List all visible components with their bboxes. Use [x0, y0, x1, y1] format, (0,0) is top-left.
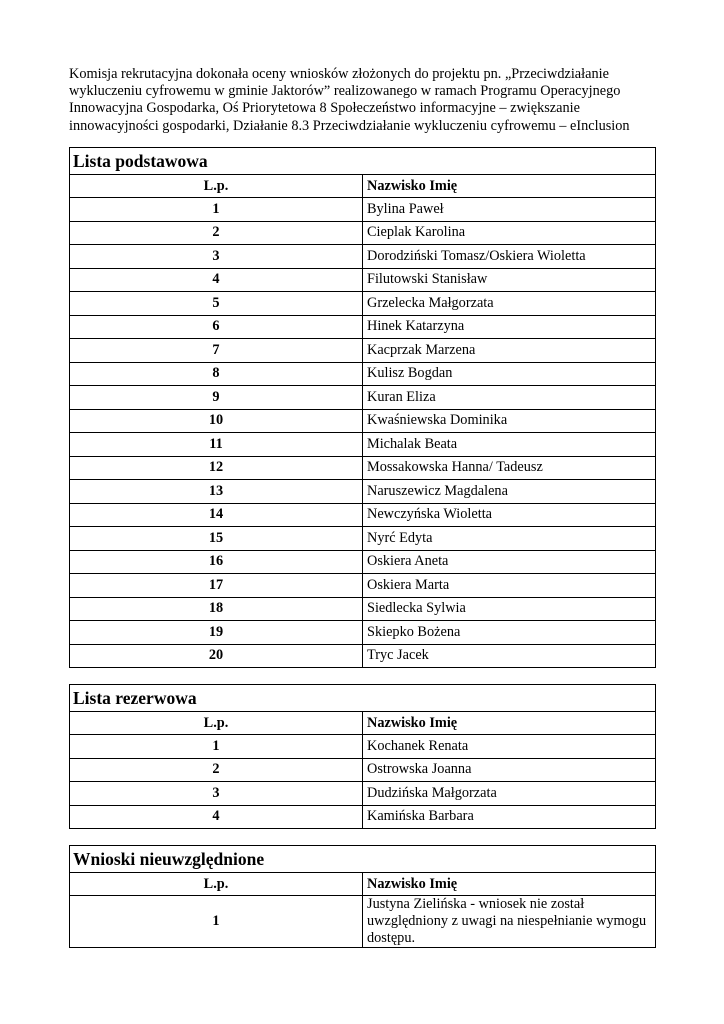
- row-number: 15: [70, 527, 363, 551]
- table-row: [70, 480, 656, 504]
- rejected-list-title: Wnioski nieuwzględnione: [70, 846, 656, 873]
- table-row: [70, 735, 656, 759]
- applicant-name: Justyna Zielińska - wniosek nie został uwzględniony z uwagi na niespełnianie wymogu dostępu.: [363, 896, 656, 948]
- applicant-name: Dudzińska Małgorzata: [363, 782, 656, 806]
- row-number: 16: [70, 550, 363, 574]
- row-number: 3: [70, 245, 363, 269]
- reserve-list-table: [69, 684, 656, 829]
- table-row: [70, 805, 656, 829]
- row-number: 10: [70, 409, 363, 433]
- row-number: 6: [70, 315, 363, 339]
- table-row: [70, 362, 656, 386]
- table-row: [70, 597, 656, 621]
- applicant-name: Kamińska Barbara: [363, 805, 656, 829]
- applicant-name: Kulisz Bogdan: [363, 362, 656, 386]
- row-number: 4: [70, 268, 363, 292]
- column-header-number: L.p.: [70, 712, 363, 735]
- intro-paragraph: Komisja rekrutacyjna dokonała oceny wniosków złożonych do projektu pn. „Przeciwdziałanie wykluczeniu cyfrowemu w gminie Jaktorów” realizowanego w ramach Programu Operacyjnego Innowacyjna Gospodarka, Oś Priorytetowa 8 Społeczeństwo informacyjne – zwiększanie innowacyjności gospodarki, Działanie 8.3 Przeciwdziałanie wykluczeniu cyfrowemu – eInclusion: [69, 66, 630, 134]
- row-number: 9: [70, 386, 363, 410]
- table-row: [70, 386, 656, 410]
- primary-list-table: [69, 147, 656, 668]
- applicant-name: Tryc Jacek: [363, 644, 656, 668]
- applicant-name: Kochanek Renata: [363, 735, 656, 759]
- row-number: 5: [70, 292, 363, 316]
- applicant-name: Filutowski Stanisław: [363, 268, 656, 292]
- row-number: 1: [70, 735, 363, 759]
- applicant-name: Bylina Paweł: [363, 198, 656, 222]
- column-header-name: Nazwisko Imię: [363, 175, 656, 198]
- row-number: 20: [70, 644, 363, 668]
- applicant-name: Michalak Beata: [363, 433, 656, 457]
- applicant-name: Kacprzak Marzena: [363, 339, 656, 363]
- row-number: 7: [70, 339, 363, 363]
- applicant-name: Naruszewicz Magdalena: [363, 480, 656, 504]
- row-number: 14: [70, 503, 363, 527]
- table-row: [70, 503, 656, 527]
- table-row: [70, 292, 656, 316]
- column-header-name: Nazwisko Imię: [363, 712, 656, 735]
- table-row: [70, 198, 656, 222]
- table-row: [70, 221, 656, 245]
- table-row: [70, 550, 656, 574]
- applicant-name: Hinek Katarzyna: [363, 315, 656, 339]
- applicant-name: Kuran Eliza: [363, 386, 656, 410]
- row-number: 11: [70, 433, 363, 457]
- table-row: [70, 896, 656, 948]
- table-row: [70, 456, 656, 480]
- applicant-name: Newczyńska Wioletta: [363, 503, 656, 527]
- applicant-name: Kwaśniewska Dominika: [363, 409, 656, 433]
- primary-list-title: Lista podstawowa: [70, 148, 656, 175]
- column-header-number: L.p.: [70, 175, 363, 198]
- table-row: [70, 339, 656, 363]
- applicant-name: Siedlecka Sylwia: [363, 597, 656, 621]
- table-row: [70, 433, 656, 457]
- row-number: 2: [70, 221, 363, 245]
- table-row: [70, 574, 656, 598]
- table-row: [70, 621, 656, 645]
- table-row: [70, 758, 656, 782]
- row-number: 12: [70, 456, 363, 480]
- applicant-name: Mossakowska Hanna/ Tadeusz: [363, 456, 656, 480]
- applicant-name: Skiepko Bożena: [363, 621, 656, 645]
- table-row: [70, 527, 656, 551]
- row-number: 18: [70, 597, 363, 621]
- row-number: 8: [70, 362, 363, 386]
- applicant-name: Oskiera Aneta: [363, 550, 656, 574]
- rejected-applications-table: [69, 845, 656, 948]
- applicant-name: Ostrowska Joanna: [363, 758, 656, 782]
- row-number: 1: [70, 896, 363, 948]
- table-row: [70, 782, 656, 806]
- reserve-list-title: Lista rezerwowa: [70, 685, 656, 712]
- table-row: [70, 268, 656, 292]
- row-number: 3: [70, 782, 363, 806]
- row-number: 1: [70, 198, 363, 222]
- table-row: [70, 245, 656, 269]
- row-number: 13: [70, 480, 363, 504]
- row-number: 4: [70, 805, 363, 829]
- table-row: [70, 409, 656, 433]
- applicant-name: Nyrć Edyta: [363, 527, 656, 551]
- applicant-name: Cieplak Karolina: [363, 221, 656, 245]
- column-header-name: Nazwisko Imię: [363, 873, 656, 896]
- row-number: 2: [70, 758, 363, 782]
- row-number: 17: [70, 574, 363, 598]
- applicant-name: Grzelecka Małgorzata: [363, 292, 656, 316]
- row-number: 19: [70, 621, 363, 645]
- applicant-name: Dorodziński Tomasz/Oskiera Wioletta: [363, 245, 656, 269]
- applicant-name: Oskiera Marta: [363, 574, 656, 598]
- table-row: [70, 315, 656, 339]
- column-header-number: L.p.: [70, 873, 363, 896]
- table-row: [70, 644, 656, 668]
